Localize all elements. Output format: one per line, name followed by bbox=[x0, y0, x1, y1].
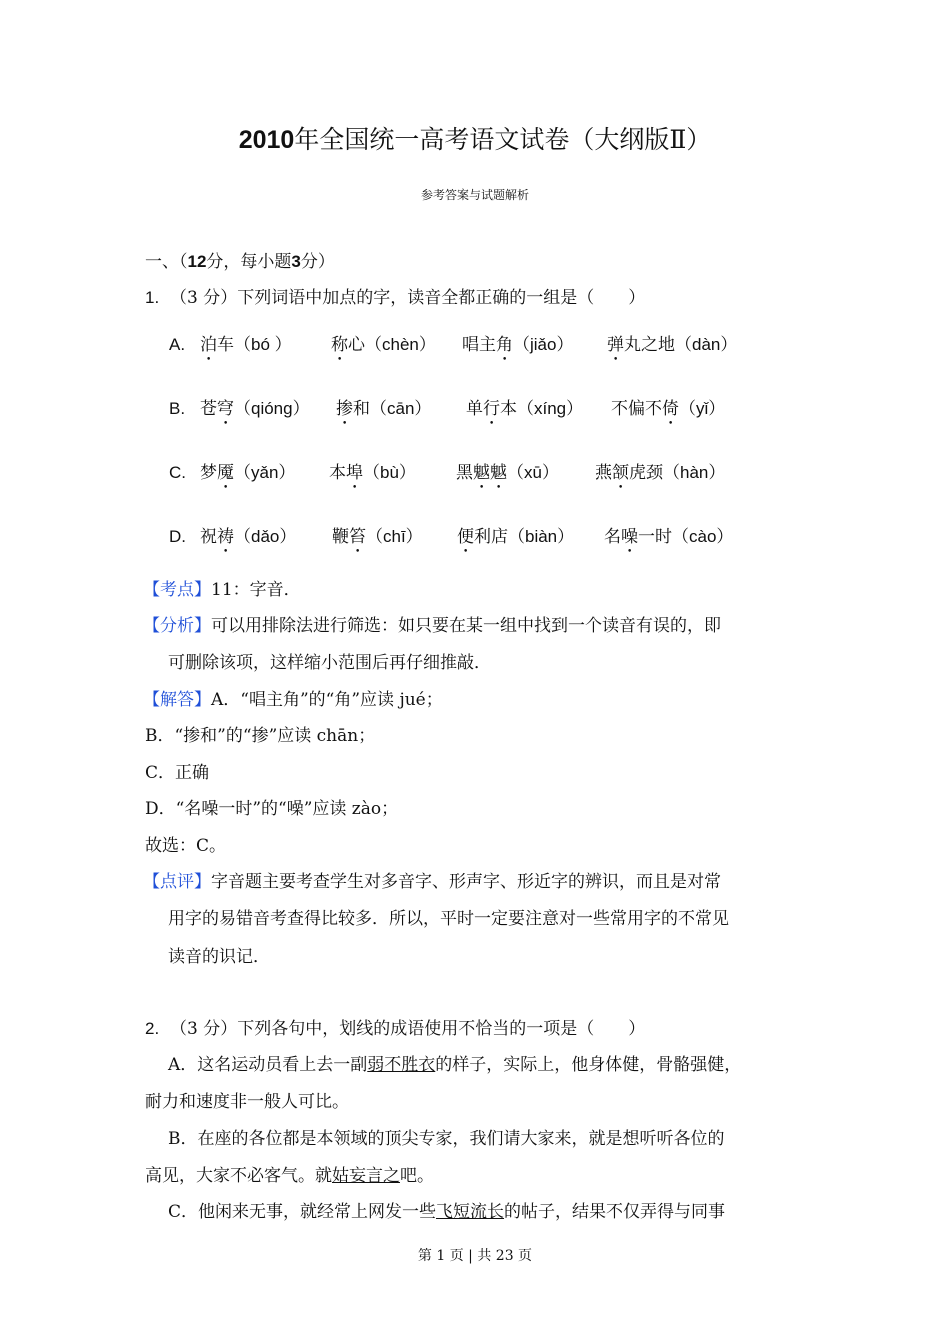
dianping-cont2: 读音的识记． bbox=[168, 947, 270, 967]
page-title bbox=[0, 124, 950, 156]
word-part: （yǎn） bbox=[234, 463, 296, 482]
word-part: 和 bbox=[353, 399, 370, 419]
word-part: （bù） bbox=[363, 463, 416, 482]
word-part: 车 bbox=[217, 335, 234, 355]
fenxi-cont: 可删除该项，这样缩小范围后再仔细推敲． bbox=[168, 653, 491, 673]
word-part: 虎颈 bbox=[629, 463, 663, 483]
q2-option-a-cont: 耐力和速度非一般人可比。 bbox=[145, 1092, 349, 1112]
word-part: （hàn） bbox=[663, 463, 726, 482]
option-label: C. bbox=[169, 463, 186, 482]
q2-option-c: C．他闲来无事，就经常上网发一些飞短流长的帖子，结果不仅弄得与同事 bbox=[168, 1202, 726, 1222]
kaodian: 【考点】11：字音． bbox=[143, 580, 301, 600]
dotted-char: 掺 bbox=[336, 399, 353, 419]
word-part: 单 bbox=[466, 399, 483, 419]
word-part: 本 bbox=[500, 399, 517, 419]
option-word bbox=[200, 462, 295, 493]
word-part: 不偏不 bbox=[611, 399, 662, 419]
word-part: 一时 bbox=[638, 527, 672, 547]
dotted-char: 倚 bbox=[662, 399, 679, 419]
word-part: （dàn） bbox=[675, 335, 738, 354]
word-part: （chèn） bbox=[365, 335, 436, 354]
option-label: A. bbox=[169, 335, 186, 354]
option-word bbox=[604, 526, 733, 557]
option-word bbox=[462, 334, 573, 365]
dotted-char: 行 bbox=[483, 399, 500, 419]
option-word bbox=[200, 526, 296, 557]
word-part: （chī） bbox=[366, 527, 423, 546]
word-part: （xū） bbox=[507, 463, 559, 482]
option-word bbox=[607, 334, 737, 365]
page-footer: 第 1 页 | 共 23 页 bbox=[417, 1248, 533, 1264]
word-part: 梦 bbox=[200, 463, 217, 483]
option-word bbox=[611, 398, 725, 429]
word-part: 祝 bbox=[200, 527, 217, 547]
subtitle: 参考答案与试题解析 bbox=[420, 188, 529, 202]
dotted-char: 魆魆 bbox=[473, 463, 507, 483]
word-part: 心 bbox=[348, 335, 365, 355]
word-part: （cān） bbox=[370, 399, 432, 418]
dotted-char: 魇 bbox=[217, 463, 234, 483]
dianping: 【点评】字音题主要考查学生对多音字、形声字、形近字的辨识，而且是对常 bbox=[143, 872, 721, 892]
jieda-c: C．正确 bbox=[145, 763, 210, 783]
word-part: 苍 bbox=[200, 399, 217, 419]
word-part: （dǎo） bbox=[234, 527, 297, 546]
dotted-char: 埠 bbox=[346, 463, 363, 483]
q2-option-b: B．在座的各位都是本领域的顶尖专家，我们请大家来，就是想听听各位的 bbox=[168, 1129, 725, 1149]
dotted-char: 祷 bbox=[217, 527, 234, 547]
dotted-char: 笞 bbox=[349, 527, 366, 547]
word-part: 利店 bbox=[474, 527, 508, 547]
option-word bbox=[456, 462, 559, 493]
word-part: （biàn） bbox=[508, 527, 575, 546]
jieda-b: B．“掺和”的“掺”应读 chān； bbox=[145, 726, 376, 746]
dotted-char: 角 bbox=[496, 335, 513, 355]
option-word bbox=[457, 526, 574, 557]
word-part: （qióng） bbox=[234, 399, 310, 418]
option-label: B. bbox=[169, 399, 186, 418]
option-word bbox=[332, 526, 423, 557]
dotted-char: 噪 bbox=[621, 527, 638, 547]
question-2: 2. （3 分）下列各句中，划线的成语使用不恰当的一项是（ ） bbox=[145, 1019, 646, 1039]
jieda: 【解答】A．“唱主角”的“角”应读 jué； bbox=[143, 690, 443, 710]
dotted-char: 弹 bbox=[607, 335, 624, 355]
option-word bbox=[200, 334, 292, 365]
word-part: 本 bbox=[329, 463, 346, 483]
word-part: （yǐ） bbox=[679, 399, 726, 418]
option-word bbox=[466, 398, 583, 429]
section-heading: 一、（12分，每小题3分） bbox=[145, 252, 335, 272]
q2-option-b-cont: 高见，大家不必客气。就姑妄言之吧。 bbox=[145, 1166, 434, 1186]
word-part: （bó ） bbox=[234, 335, 292, 354]
dotted-char: 颔 bbox=[612, 463, 629, 483]
dotted-char: 穹 bbox=[217, 399, 234, 419]
option-word bbox=[331, 334, 436, 365]
answer: 故选：C。 bbox=[145, 836, 227, 856]
jieda-d: D．“名噪一时”的“噪”应读 zào； bbox=[145, 799, 399, 819]
dotted-char: 称 bbox=[331, 335, 348, 355]
word-part: 丸之地 bbox=[624, 335, 675, 355]
word-part: 名 bbox=[604, 527, 621, 547]
word-part: 燕 bbox=[595, 463, 612, 483]
option-word bbox=[329, 462, 416, 493]
word-part: 鞭 bbox=[332, 527, 349, 547]
option-word bbox=[336, 398, 431, 429]
option-word bbox=[595, 462, 725, 493]
word-part: 黑 bbox=[456, 463, 473, 483]
fenxi: 【分析】可以用排除法进行筛选：如只要在某一组中找到一个读音有误的，即 bbox=[143, 616, 721, 636]
title-year: 2010 bbox=[238, 126, 295, 154]
option-word bbox=[200, 398, 310, 429]
dianping-cont: 用字的易错音考查得比较多．所以，平时一定要注意对一些常用字的不常见 bbox=[168, 909, 729, 929]
dotted-char: 泊 bbox=[200, 335, 217, 355]
question-1: 1. （3 分）下列词语中加点的字，读音全都正确的一组是（ ） bbox=[145, 288, 646, 308]
word-part: 唱主 bbox=[462, 335, 496, 355]
title-text: 年全国统一高考语文试卷（大纲版Ⅱ） bbox=[294, 125, 712, 154]
option-label: D. bbox=[169, 527, 186, 546]
word-part: （jiǎo） bbox=[513, 335, 574, 354]
q2-option-a: A．这名运动员看上去一副弱不胜衣的样子，实际上，他身体健，骨骼强健， bbox=[168, 1055, 742, 1075]
word-part: （xíng） bbox=[517, 399, 584, 418]
word-part: （cào） bbox=[672, 527, 734, 546]
dotted-char: 便 bbox=[457, 527, 474, 547]
